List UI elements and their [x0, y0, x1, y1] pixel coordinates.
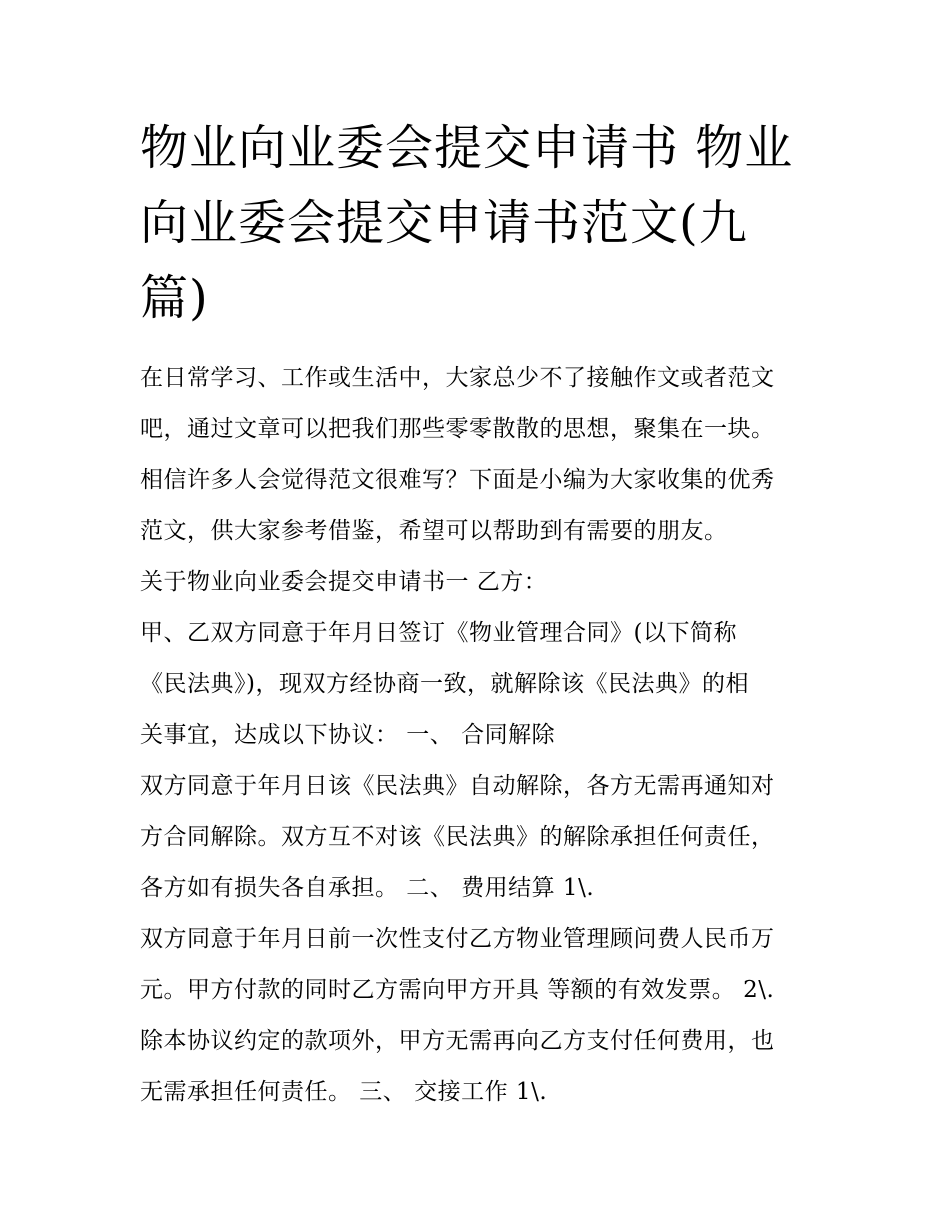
title-line: 物业向业委会提交申请书 物业 — [140, 120, 794, 176]
body-line: 吧，通过文章可以把我们那些零零散散的思想，聚集在一块。 — [140, 416, 775, 442]
title-line: 向业委会提交申请书范文(九 — [140, 195, 748, 251]
body-line: 范文，供大家参考借鉴，希望可以帮助到有需要的朋友。 — [140, 518, 728, 544]
body-line: 除本协议约定的款项外，甲方无需再向乙方支付任何费用，也 — [140, 1028, 775, 1054]
title-line: 篇) — [140, 270, 209, 326]
body-line: 《民法典》)，现双方经协商一致，就解除该《民法典》的相 — [140, 671, 749, 697]
body-line: 无需承担任何责任。 三、 交接工作 1\. — [140, 1079, 548, 1105]
body-line: 双方同意于年月日前一次性支付乙方物业管理顾问费人民币万 — [140, 926, 775, 952]
body-line: 相信许多人会觉得范文很难写？下面是小编为大家收集的优秀 — [140, 467, 775, 493]
body-line: 元。甲方付款的同时乙方需向甲方开具 等额的有效发票。 2\. — [140, 977, 775, 1003]
body-line: 双方同意于年月日该《民法典》自动解除，各方无需再通知对 — [140, 773, 775, 799]
section-heading: 关于物业向业委会提交申请书一 乙方： — [140, 569, 548, 595]
body-line: 方合同解除。双方互不对该《民法典》的解除承担任何责任， — [140, 824, 775, 850]
body-line: 甲、乙双方同意于年月日签订《物业管理合同》(以下简称 — [140, 620, 737, 646]
body-line: 关事宜，达成以下协议： 一、 合同解除 — [140, 722, 556, 748]
body-line: 在日常学习、工作或生活中，大家总少不了接触作文或者范文 — [140, 365, 775, 391]
body-line: 各方如有损失各自承担。 二、 费用结算 1\. — [140, 875, 595, 901]
